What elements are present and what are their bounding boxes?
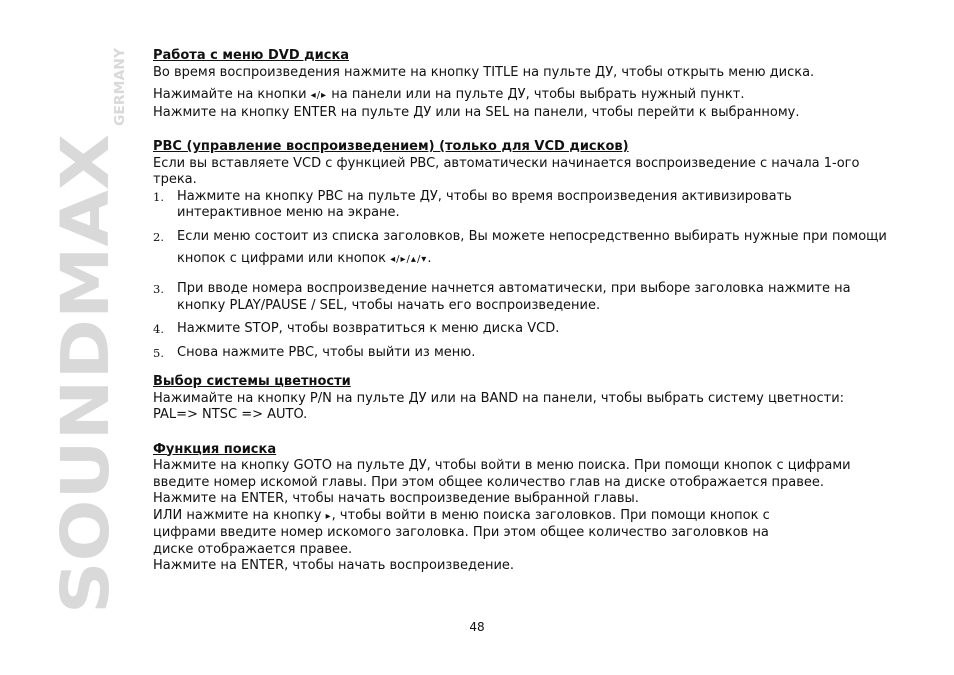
soundmax-logo <box>47 46 128 616</box>
pbc-step-3-line-1: При вводе номера воспроизведение начнется автоматически, при выборе заголовка нажмите на <box>177 281 851 296</box>
search-line-5: цифрами введите номер искомого заголовка. При этом общее количество заголовков на <box>153 525 769 540</box>
pbc-step-5-line-1: Снова нажмите PBC, чтобы выйти из меню. <box>177 344 476 360</box>
pbc-step-3 <box>153 281 913 314</box>
right-arrow-icon: ▸ <box>325 510 332 522</box>
search-line-3: Нажмите на ENTER, чтобы начать воспроизведение выбранной главы. <box>153 491 639 506</box>
pbc-intro-line-2: трека. <box>153 172 197 187</box>
left-right-arrows-icon: ◂/▸ <box>310 90 328 101</box>
pbc-step-4 <box>153 321 913 338</box>
pbc-step-4-number: 4. <box>153 322 164 336</box>
pbc-step-5-number: 5. <box>153 345 164 360</box>
dvd-menu-p2-post: на панели или на пульте ДУ, чтобы выбрать нужный пункт. <box>331 87 745 102</box>
pbc-steps-list <box>153 189 913 362</box>
pbc-step-2-line-1: Если меню состоит из списка заголовков, Вы можете непосредственно выбирать нужные при помощи <box>177 228 887 244</box>
dvd-menu-heading: Работа с меню DVD диска <box>153 48 350 63</box>
dvd-menu-paragraph-1: Во время воспроизведения нажмите на кнопку TITLE на пульте ДУ, чтобы открыть меню диска. <box>153 64 815 80</box>
search-line-1: Нажмите на кнопку GOTO на пульте ДУ, чтобы войти в меню поиска. При помощи кнопок с цифрами <box>153 458 851 473</box>
pbc-step-2-line-2-post: . <box>427 251 432 266</box>
search-heading: Функция поиска <box>153 441 277 457</box>
search-line-4 <box>153 508 913 526</box>
logo-brand-text: SOUNDMAX <box>47 179 124 614</box>
page-content <box>153 48 913 575</box>
search-line-6: диске отображается правее. <box>153 541 353 557</box>
pbc-step-4-line-1: Нажмите STOP, чтобы возвратиться к меню диска VCD. <box>177 321 560 336</box>
dvd-menu-paragraph-3: Нажмите на кнопку ENTER на пульте ДУ или на SEL на панели, чтобы перейти к выбранному. <box>153 104 800 120</box>
pbc-heading: PBC (управление воспроизведением) (только для VCD дисков) <box>153 139 629 154</box>
search-line-4-post: , чтобы войти в меню поиска заголовков. При помощи кнопок с <box>331 507 770 523</box>
pbc-step-2-line-2-pre: кнопок с цифрами или кнопок <box>177 251 386 266</box>
pbc-step-2-number: 2. <box>153 229 164 244</box>
search-line-7: Нажмите на ENTER, чтобы начать воспроизведение. <box>153 558 515 573</box>
logo-country-text: GERMANY <box>113 53 128 126</box>
dvd-menu-p2-pre: Нажимайте на кнопки <box>153 87 307 102</box>
pbc-step-1-line-1: Нажмите на кнопку PBC на пульте ДУ, чтобы во время воспроизведения активизировать <box>177 188 792 204</box>
direction-arrows-icon: ◂/▸/▴/▾ <box>390 254 428 265</box>
pbc-step-2-line-2 <box>177 245 913 274</box>
pbc-step-1-line-2: интерактивное меню на экране. <box>177 205 400 220</box>
pbc-intro-line-1: Если вы вставляете VCD с функцией PBC, автоматически начинается воспроизведение с начала 1-ого <box>153 155 860 171</box>
color-system-line-1: Нажимайте на кнопку P/N на пульте ДУ или на BAND на панели, чтобы выбрать систему цветности: <box>153 390 845 406</box>
color-system-line-2: PAL=> NTSC => AUTO. <box>153 407 308 422</box>
pbc-step-1-number: 1. <box>153 189 164 204</box>
pbc-step-3-number: 3. <box>153 282 164 296</box>
color-system-heading: Выбор системы цветности <box>153 374 351 389</box>
page-number: 48 <box>469 620 485 634</box>
pbc-step-1 <box>153 189 913 222</box>
soundmax-logo-graphic <box>47 46 128 616</box>
pbc-step-2 <box>153 229 913 275</box>
dvd-menu-paragraph-2 <box>153 87 913 105</box>
search-line-2: введите номер искомой главы. При этом общее количество глав на диске отображается правее. <box>153 474 825 490</box>
search-line-4-pre: ИЛИ нажмите на кнопку <box>153 507 322 523</box>
pbc-step-3-line-2: кнопку PLAY/PAUSE / SEL, чтобы начать его воспроизведение. <box>177 297 601 313</box>
pbc-step-5 <box>153 345 913 362</box>
